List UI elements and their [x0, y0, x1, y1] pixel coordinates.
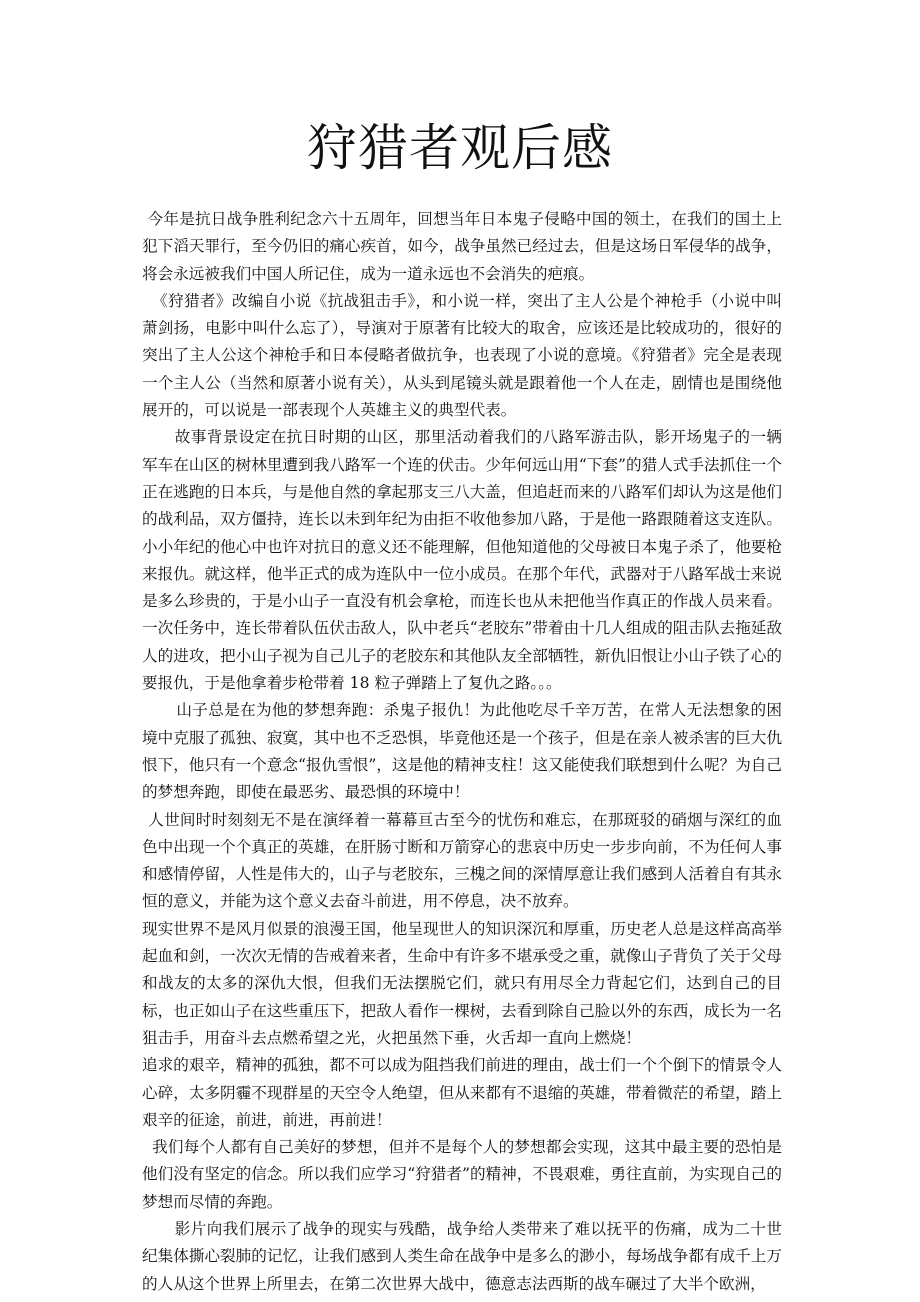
paragraph-8: 我们每个人都有自己美好的梦想，但并不是每个人的梦想都会实现，这其中最主要的恐怕是他们没有坚定的信念。所以我们应学习“狩猎者”的精神，不畏艰难，勇往直前，为实现自己的梦想而尽情的奔跑。	[142, 1138, 782, 1211]
paragraph-3: 故事背景设定在抗日时期的山区，那里活动着我们的八路军游击队，影开场鬼子的一辆军车在山区的树林里遭到我八路军一个连的伏击。少年何远山用“下套”的猎人式手法抓住一个正在逃跑的日本兵，与是他自然的拿起那支三八大盖，但追赶而来的八路军们却认为这是他们的战利品，双方僵持，连长以未到年纪为由拒不收他参加八路，于是他一路跟随着这支连队。小小年纪的他心中也许对抗日的意义还不能理解，但他知道他的父母被日本鬼子杀了，他要枪来报仇。就这样，他半正式的成为连队中一位小成员。在那个年代，武器对于八路军战士来说是多么珍贵的，于是小山子一直没有机会拿枪，而连长也从未把他当作真正的作战人员来看。一次任务中，连长带着队伍伏击敌人，队中老兵“老胶东”带着由十几人组成的阻击队去拖延敌人的进攻，把小山子视为自己儿子的老胶东和其他队友全部牺牲，新仇旧恨让小山子铁了心的要报仇，于是他拿着步枪带着 18 粒子弹踏上了复仇之路。。。	[142, 428, 782, 693]
document-body	[142, 206, 782, 1298]
paragraph-4: 山子总是在为他的梦想奔跑：杀鬼子报仇！为此他吃尽千辛万苦，在常人无法想象的困境中克服了孤独、寂寞，其中也不乏恐惧，毕竟他还是一个孩子，但是在亲人被杀害的巨大仇恨下，他只有一个意念“报仇雪恨”，这是他的精神支柱！这又能使我们联想到什么呢？为自己的梦想奔跑，即使在最恶劣、最恐惧的环境中！	[142, 701, 782, 802]
paragraph-7: 追求的艰辛，精神的孤独，都不可以成为阻挡我们前进的理由，战士们一个个倒下的情景令人心碎，太多阴霾不现群星的天空令人绝望，但从来都有不退缩的英雄，带着微茫的希望，踏上艰辛的征途，前进，前进，再前进！	[142, 1056, 782, 1129]
paragraph-6: 现实世界不是风月似景的浪漫王国，他呈现世人的知识深沉和厚重，历史老人总是这样高高举起血和剑，一次次无情的告戒着来者，生命中有许多不堪承受之重，就像山子背负了关于父母和战友的太多的深仇大恨，但我们无法摆脱它们，就只有用尽全力背起它们，达到自己的目标，也正如山子在这些重压下，把敌人看作一棵树，去看到除自己脸以外的东西，成长为一名狙击手，用奋斗去点燃希望之光，火把虽然下垂，火舌却一直向上燃烧！	[142, 919, 782, 1047]
paragraph-1: 今年是抗日战争胜利纪念六十五周年，回想当年日本鬼子侵略中国的领土，在我们的国土上犯下滔天罪行，至今仍旧的痛心疾首，如今，战争虽然已经过去，但是这场日军侵华的战争，将会永远被我们中国人所记住，成为一道永远也不会消失的疤痕。	[142, 210, 782, 283]
paragraph-5: 人世间时时刻刻无不是在演绎着一幕幕亘古至今的忧伤和难忘，在那斑驳的硝烟与深红的血色中出现一个个真正的英雄，在肝肠寸断和万箭穿心的悲哀中历史一步步向前，不为任何人事和感情停留，人性是伟大的，山子与老胶东，三槐之间的深情厚意让我们感到人活着自有其永恒的意义，并能为这个意义去奋斗前进，用不停息，决不放弃。	[142, 810, 782, 911]
paragraph-9: 影片向我们展示了战争的现实与残酷，战争给人类带来了难以抚平的伤痛，成为二十世纪集体撕心裂肺的记忆，让我们感到人类生命在战争中是多么的渺小，每场战争都有成千上万的人从这个世界上所里去，在第二次世界大战中，德意志法西斯的战车碾过了大半个欧洲，	[142, 1219, 782, 1293]
paragraph-2: 《狩猎者》改编自小说《抗战狙击手》，和小说一样，突出了主人公是个神枪手（小说中叫萧剑扬，电影中叫什么忘了），导演对于原著有比较大的取舍，应该还是比较成功的，很好的突出了主人公这个神枪手和日本侵略者做抗争，也表现了小说的意境。《狩猎者》完全是表现一个主人公（当然和原著小说有关），从头到尾镜头就是跟着他一个人在走，剧情也是围绕他展开的，可以说是一部表现个人英雄主义的典型代表。	[142, 291, 782, 420]
document-title: 狩猎者观后感	[307, 119, 613, 177]
